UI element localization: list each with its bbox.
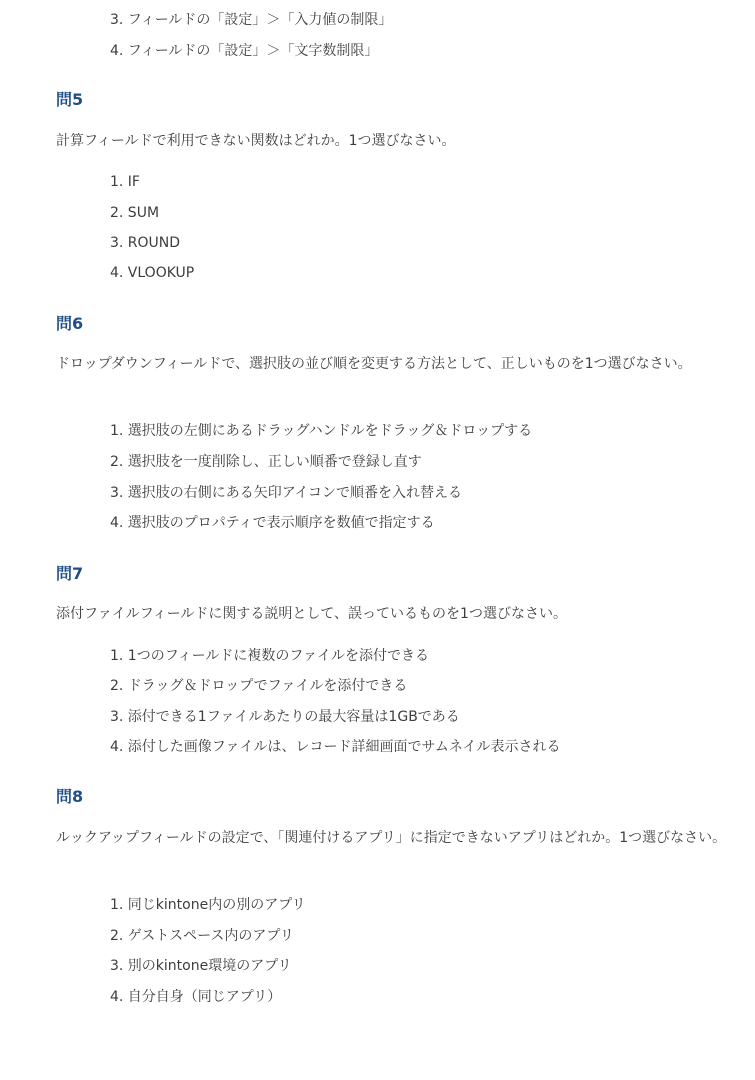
question-6-option-3: 3. 選択肢の右側にある矢印アイコンで順番を入れ替える xyxy=(110,485,462,501)
question-5-option-2: 2. SUM xyxy=(110,205,160,221)
question-8-option-3: 3. 別のkintone環境のアプリ xyxy=(110,958,292,974)
question-5-option-4: 4. VLOOKUP xyxy=(110,265,195,281)
question-7-text: 添付ファイルフィールドに関する説明として、誤っているものを1つ選びなさい。 xyxy=(56,606,567,622)
question-5-option-1: 1. IF xyxy=(110,174,140,190)
question-8-option-2: 2. ゲストスペース内のアプリ xyxy=(110,928,294,944)
question-7-option-3: 3. 添付できる1ファイルあたりの最大容量は1GBである xyxy=(110,709,460,725)
question-6-text: ドロップダウンフィールドで、選択肢の並び順を変更する方法として、正しいものを1つ選びなさい。 xyxy=(56,356,692,372)
question-8-text: ルックアップフィールドの設定で、「関連付けるアプリ」に指定できないアプリはどれか。1つ選びなさい。 xyxy=(56,830,727,846)
question-6-title: 問6 xyxy=(56,314,84,333)
question-8-title: 問8 xyxy=(56,787,84,806)
prev-option-3: 3. フィールドの「設定」＞「入力値の制限」 xyxy=(110,12,393,28)
question-7-option-1: 1. 1つのフィールドに複数のファイルを添付できる xyxy=(110,648,430,664)
prev-option-4: 4. フィールドの「設定」＞「文字数制限」 xyxy=(110,43,379,59)
question-6-option-4: 4. 選択肢のプロパティで表示順序を数値で指定する xyxy=(110,515,435,531)
question-7-option-4: 4. 添付した画像ファイルは、レコード詳細画面でサムネイル表示される xyxy=(110,739,561,755)
question-8-option-4: 4. 自分自身（同じアプリ） xyxy=(110,989,282,1005)
question-7-option-2: 2. ドラッグ＆ドロップでファイルを添付できる xyxy=(110,678,408,694)
question-6-option-1: 1. 選択肢の左側にあるドラッグハンドルをドラッグ＆ドロップする xyxy=(110,423,533,439)
question-5-title: 問5 xyxy=(56,90,84,109)
question-5-text: 計算フィールドで利用できない関数はどれか。1つ選びなさい。 xyxy=(56,133,456,149)
question-7-title: 問7 xyxy=(56,564,84,583)
question-6-option-2: 2. 選択肢を一度削除し、正しい順番で登録し直す xyxy=(110,454,422,470)
question-5-option-3: 3. ROUND xyxy=(110,235,181,251)
question-8-option-1: 1. 同じkintone内の別のアプリ xyxy=(110,897,306,913)
